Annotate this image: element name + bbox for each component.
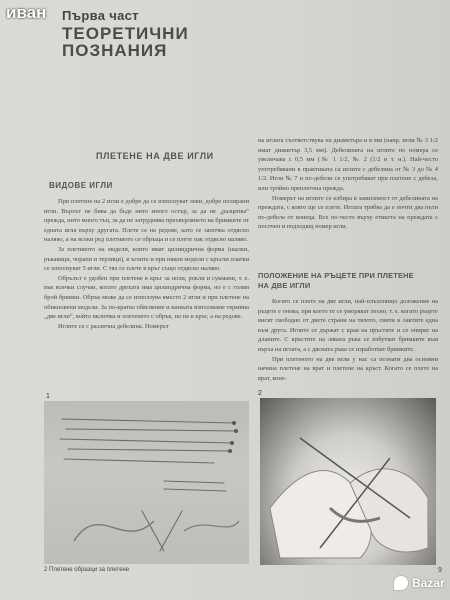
page-title [62,25,189,59]
paragraph: При плетенето на две игли у нас са познати два основни начина плетене на врат и плетене на кръст. Когато се плете на врат, коне- [258,355,438,382]
paragraph: Когато се плете на две игли, най-плъхопищо доложение на ръцете е онова, при което те се уморяват лесно, т. е. когато ръцете висят свободно от двете страни на тялото, свити в лактите една към друга. Иглите се държат с края на пръстите и се опират на дланите. С кръстите на лявата ръка се избутват бримките към върха на иглата, а с дясната ръка се изработват бримките. [258,298,438,353]
page-number: 9 [438,567,442,574]
paragraph: При плетене на 2 игли е добре да се използуват леки, добре полирани игли. Върхът не бива да бъде нито много остър, за да не „разцепва“ прежда, нито много тъп, за да не затруднява прехвърлянето на бримките от едната игла върху другата. Плете се на редове, като се започва отдясно наляво, а на всеки ред плетивото се обръща и се плете пак отдясно наляво. [44,198,249,244]
paragraph: на иглата съответствува на диаметъра и в мм (напр. игли № 3 1/2 имат диаметър 3,5 мм). Дебелината на иглите по номера се увеличава с 0,5 мм (№ 1 1/2, № 2 (1/2 и т. н.). Най-често употребявани в практиката са иглите с дебелина от № 3 до № 4 1/2. Игли № 7 и по-дебели се употребяват при плетене с дебела, или тройно преплетена прежда. [258,137,438,192]
title-line: ТЕОРЕТИЧНИ [62,24,189,43]
heading-line: ПОЛОЖЕНИЕ НА РЪЦЕТЕ ПРИ ПЛЕТЕНЕ [258,271,414,280]
part-heading: Първа част [62,8,139,23]
section-heading-needle-types: ВИДОВЕ ИГЛИ [49,181,113,190]
section-heading-knitting-two-needles: ПЛЕТЕНЕ НА ДВЕ ИГЛИ [96,151,214,161]
paragraph: Иглите се с различна дебелина. Номерът [58,322,169,330]
knitting-needles-illustration [44,401,249,564]
section-heading-hand-position [258,271,414,291]
watermark-text: Bazar [412,576,445,590]
right-text-column-top [258,136,438,260]
heading-line: НА ДВЕ ИГЛИ [258,281,311,290]
hands-knitting-photo [260,398,436,565]
paragraph: Обрълът е удобен при плетене в кръг за поли, рокли и сукмани, т. е. във всички случаи, когато дрехата има цилиндрична форма, но е с голям брой бримки. Обрък може да се използува вместо 2 игли и при плетене на обикновени модели. За по-кратко обяснение и кинката използваме термина „две игли“, който включва и плетенето с обрък, но не в кръг, а на редове. [44,274,249,321]
left-text-column [44,197,249,394]
overlay-label: иван [6,3,47,22]
paragraph: Номерът на иглите се избира в зависимост от дебелината на преждата, с която ще се плете. Иглата трябва да е почти два пъти по-дебела от конеца. Все по-често върху етикета на преждата с посочен и подходящ номер игли. [258,194,438,231]
hands-knitting-illustration [260,398,436,565]
title-line: ПОЗНАНИЯ [62,41,168,60]
chat-bubble-icon [393,575,409,591]
needles-photo [44,401,249,564]
figure-number: 1 [46,393,50,400]
paragraph: За плетивото на модели, които имат цилиндрична форма (шалки, ръкавици, чорапи и терлици), в ъглите и при някои модели с кръгли платки се използуват 5 игли. С тях се плете в кръг също отдясно наляво. [44,245,249,273]
figure-number: 2 [258,390,262,397]
figure-caption: 2 Плетене образци за плетене [44,567,130,573]
right-text-column-bottom [258,297,438,395]
watermark [393,572,445,594]
